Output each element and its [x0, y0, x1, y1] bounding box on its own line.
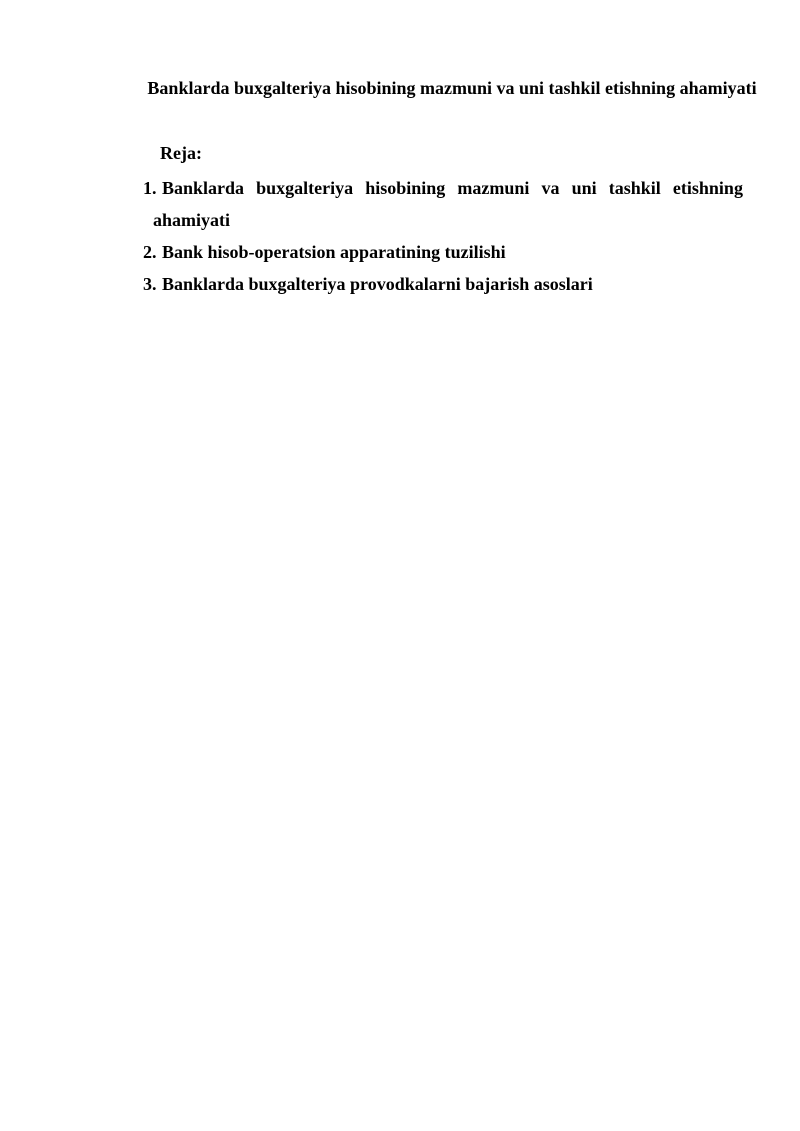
plan-item-text: Bank hisob-operatsion apparatining tuzilishi: [162, 242, 506, 262]
plan-item-text-line1: [143, 172, 743, 204]
plan-item-word: hisobining: [365, 178, 446, 198]
plan-item-text: Banklarda buxgalteriya provodkalarni bajarish asoslari: [162, 274, 593, 294]
plan-list: [143, 172, 743, 300]
plan-item-word: etishning: [672, 178, 743, 198]
plan-item-number: 1.: [143, 178, 157, 198]
plan-item-word: Banklarda: [162, 178, 245, 198]
plan-item-1: [143, 172, 743, 236]
plan-item-3: [143, 268, 743, 300]
plan-item-number: 3.: [143, 274, 157, 294]
plan-item-word: va: [541, 178, 560, 198]
plan-item-2: [143, 236, 743, 268]
plan-heading: Reja:: [160, 143, 202, 163]
plan-item-text-line2: ahamiyati: [153, 210, 231, 230]
plan-item-number: 2.: [143, 242, 157, 262]
plan-item-word: tashkil: [608, 178, 661, 198]
plan-item-word: uni: [571, 178, 597, 198]
plan-item-word: mazmuni: [457, 178, 530, 198]
document-title: Banklarda buxgalteriya hisobining mazmuni va uni tashkil etishning ahamiyati: [147, 78, 757, 98]
plan-item-word: buxgalteriya: [256, 178, 354, 198]
